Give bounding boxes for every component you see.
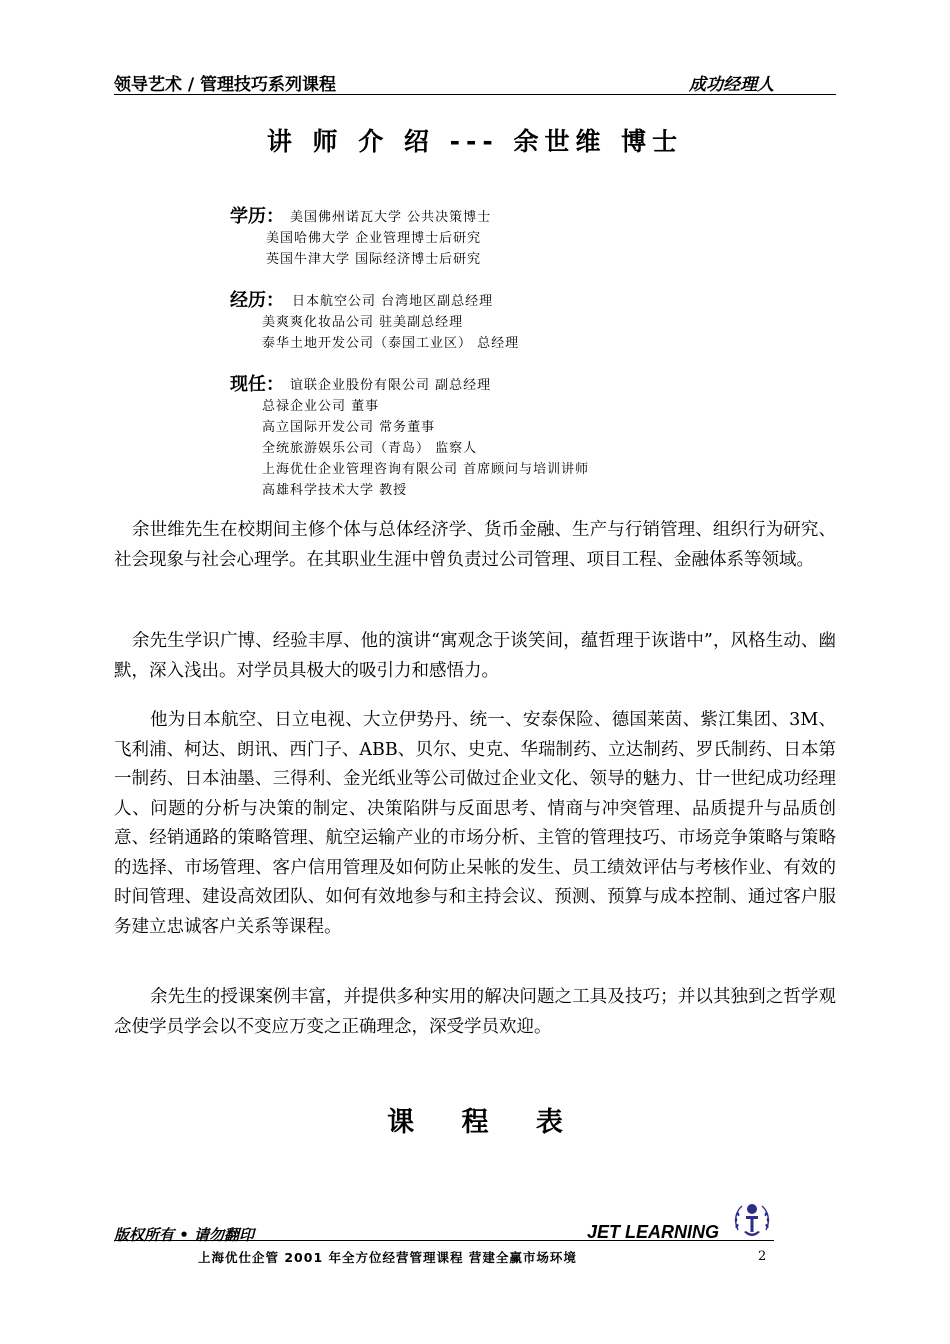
header-program-name: 成功经理人	[689, 75, 774, 95]
header-course-series: 领导艺术 / 管理技巧系列课程	[114, 75, 337, 95]
bio-paragraph: 余先生的授课案例丰富，并提供多种实用的解决问题之工具及技巧；并以其独到之哲学观念使学员学会以不变应万变之正确理念，深受学员欢迎。	[114, 987, 836, 1037]
bio-paragraph: 他为日本航空、日立电视、大立伊势丹、统一、安泰保险、德国莱茵、紫江集团、3M、飞利浦、柯达、朗讯、西门子、ABB、贝尔、史克、华瑞制药、立达制药、罗氏制药、日本第一制药、日本油墨、三得利、金光纸业等公司做过企业文化、领导的魅力、廿一世纪成功经理人、问题的分析与决策的制定、决策陷阱与反面思考、情商与冲突管理、品质提升与品质创意、经销通路的策略管理、航空运输产业的市场分析、主管的管理技巧、市场竞争策略与策略的选择、市场管理、客户信用管理及如何防止呆帐的发生、员工绩效评估与考核作业、有效的时间管理、建设高效团队、如何有效地参与和主持会议、预测、预算与成本控制、通过客户服务建立忠诚客户关系等课程。	[114, 710, 836, 937]
current-line: 全统旅游娱乐公司（青岛） 监察人	[262, 441, 478, 456]
current-label: 现任：	[230, 374, 284, 395]
jet-learning-logo-icon	[732, 1200, 772, 1242]
current-line: 高雄科学技术大学 教授	[262, 483, 408, 498]
bio-paragraph: 余先生学识广博、经验丰厚、他的演讲“寓观念于谈笑间，蕴哲理于诙谐中”，风格生动、幽默，深入浅出。对学员具极大的吸引力和感悟力。	[114, 631, 836, 681]
education-line: 英国牛津大学 国际经济博士后研究	[266, 252, 482, 267]
page-title: 讲 师 介 绍 --- 余世维 博士	[266, 127, 684, 156]
subtitle-char: 表	[535, 1107, 563, 1138]
education-line: 美国佛州诺瓦大学 公共决策博士	[290, 210, 492, 225]
subtitle-char: 程	[461, 1107, 489, 1138]
brand-name: JET LEARNING	[587, 1222, 720, 1242]
experience-line: 泰华土地开发公司（泰国工业区） 总经理	[262, 336, 520, 351]
subtitle-char: 课	[387, 1107, 415, 1138]
page-header	[114, 62, 836, 95]
bio-paragraph: 余世维先生在校期间主修个体与总体经济学、货币金融、生产与行销管理、组织行为研究、社会现象与社会心理学。在其职业生涯中曾负责过公司管理、项目工程、金融体系等领域。	[114, 520, 836, 570]
page-number: 2	[758, 1249, 767, 1264]
course-schedule-title	[0, 1100, 950, 1139]
education-line: 美国哈佛大学 企业管理博士后研究	[266, 231, 482, 246]
current-line: 上海优仕企业管理咨询有限公司 首席顾问与培训讲师	[262, 462, 590, 477]
footer-tagline: 上海优仕企管 2001 年全方位经营管理课程 营建全赢市场环境	[198, 1250, 577, 1265]
education-label: 学历：	[230, 206, 284, 227]
experience-line: 日本航空公司 台湾地区副总经理	[292, 294, 494, 309]
copyright-notice: 版权所有 • 请勿翻印	[114, 1226, 255, 1244]
current-line: 总禄企业公司 董事	[262, 399, 380, 414]
current-line: 高立国际开发公司 常务董事	[262, 420, 436, 435]
experience-label: 经历：	[230, 290, 284, 311]
footer-divider	[114, 1240, 774, 1241]
experience-line: 美爽爽化妆品公司 驻美副总经理	[262, 315, 464, 330]
current-line: 谊联企业股份有限公司 副总经理	[290, 378, 492, 393]
